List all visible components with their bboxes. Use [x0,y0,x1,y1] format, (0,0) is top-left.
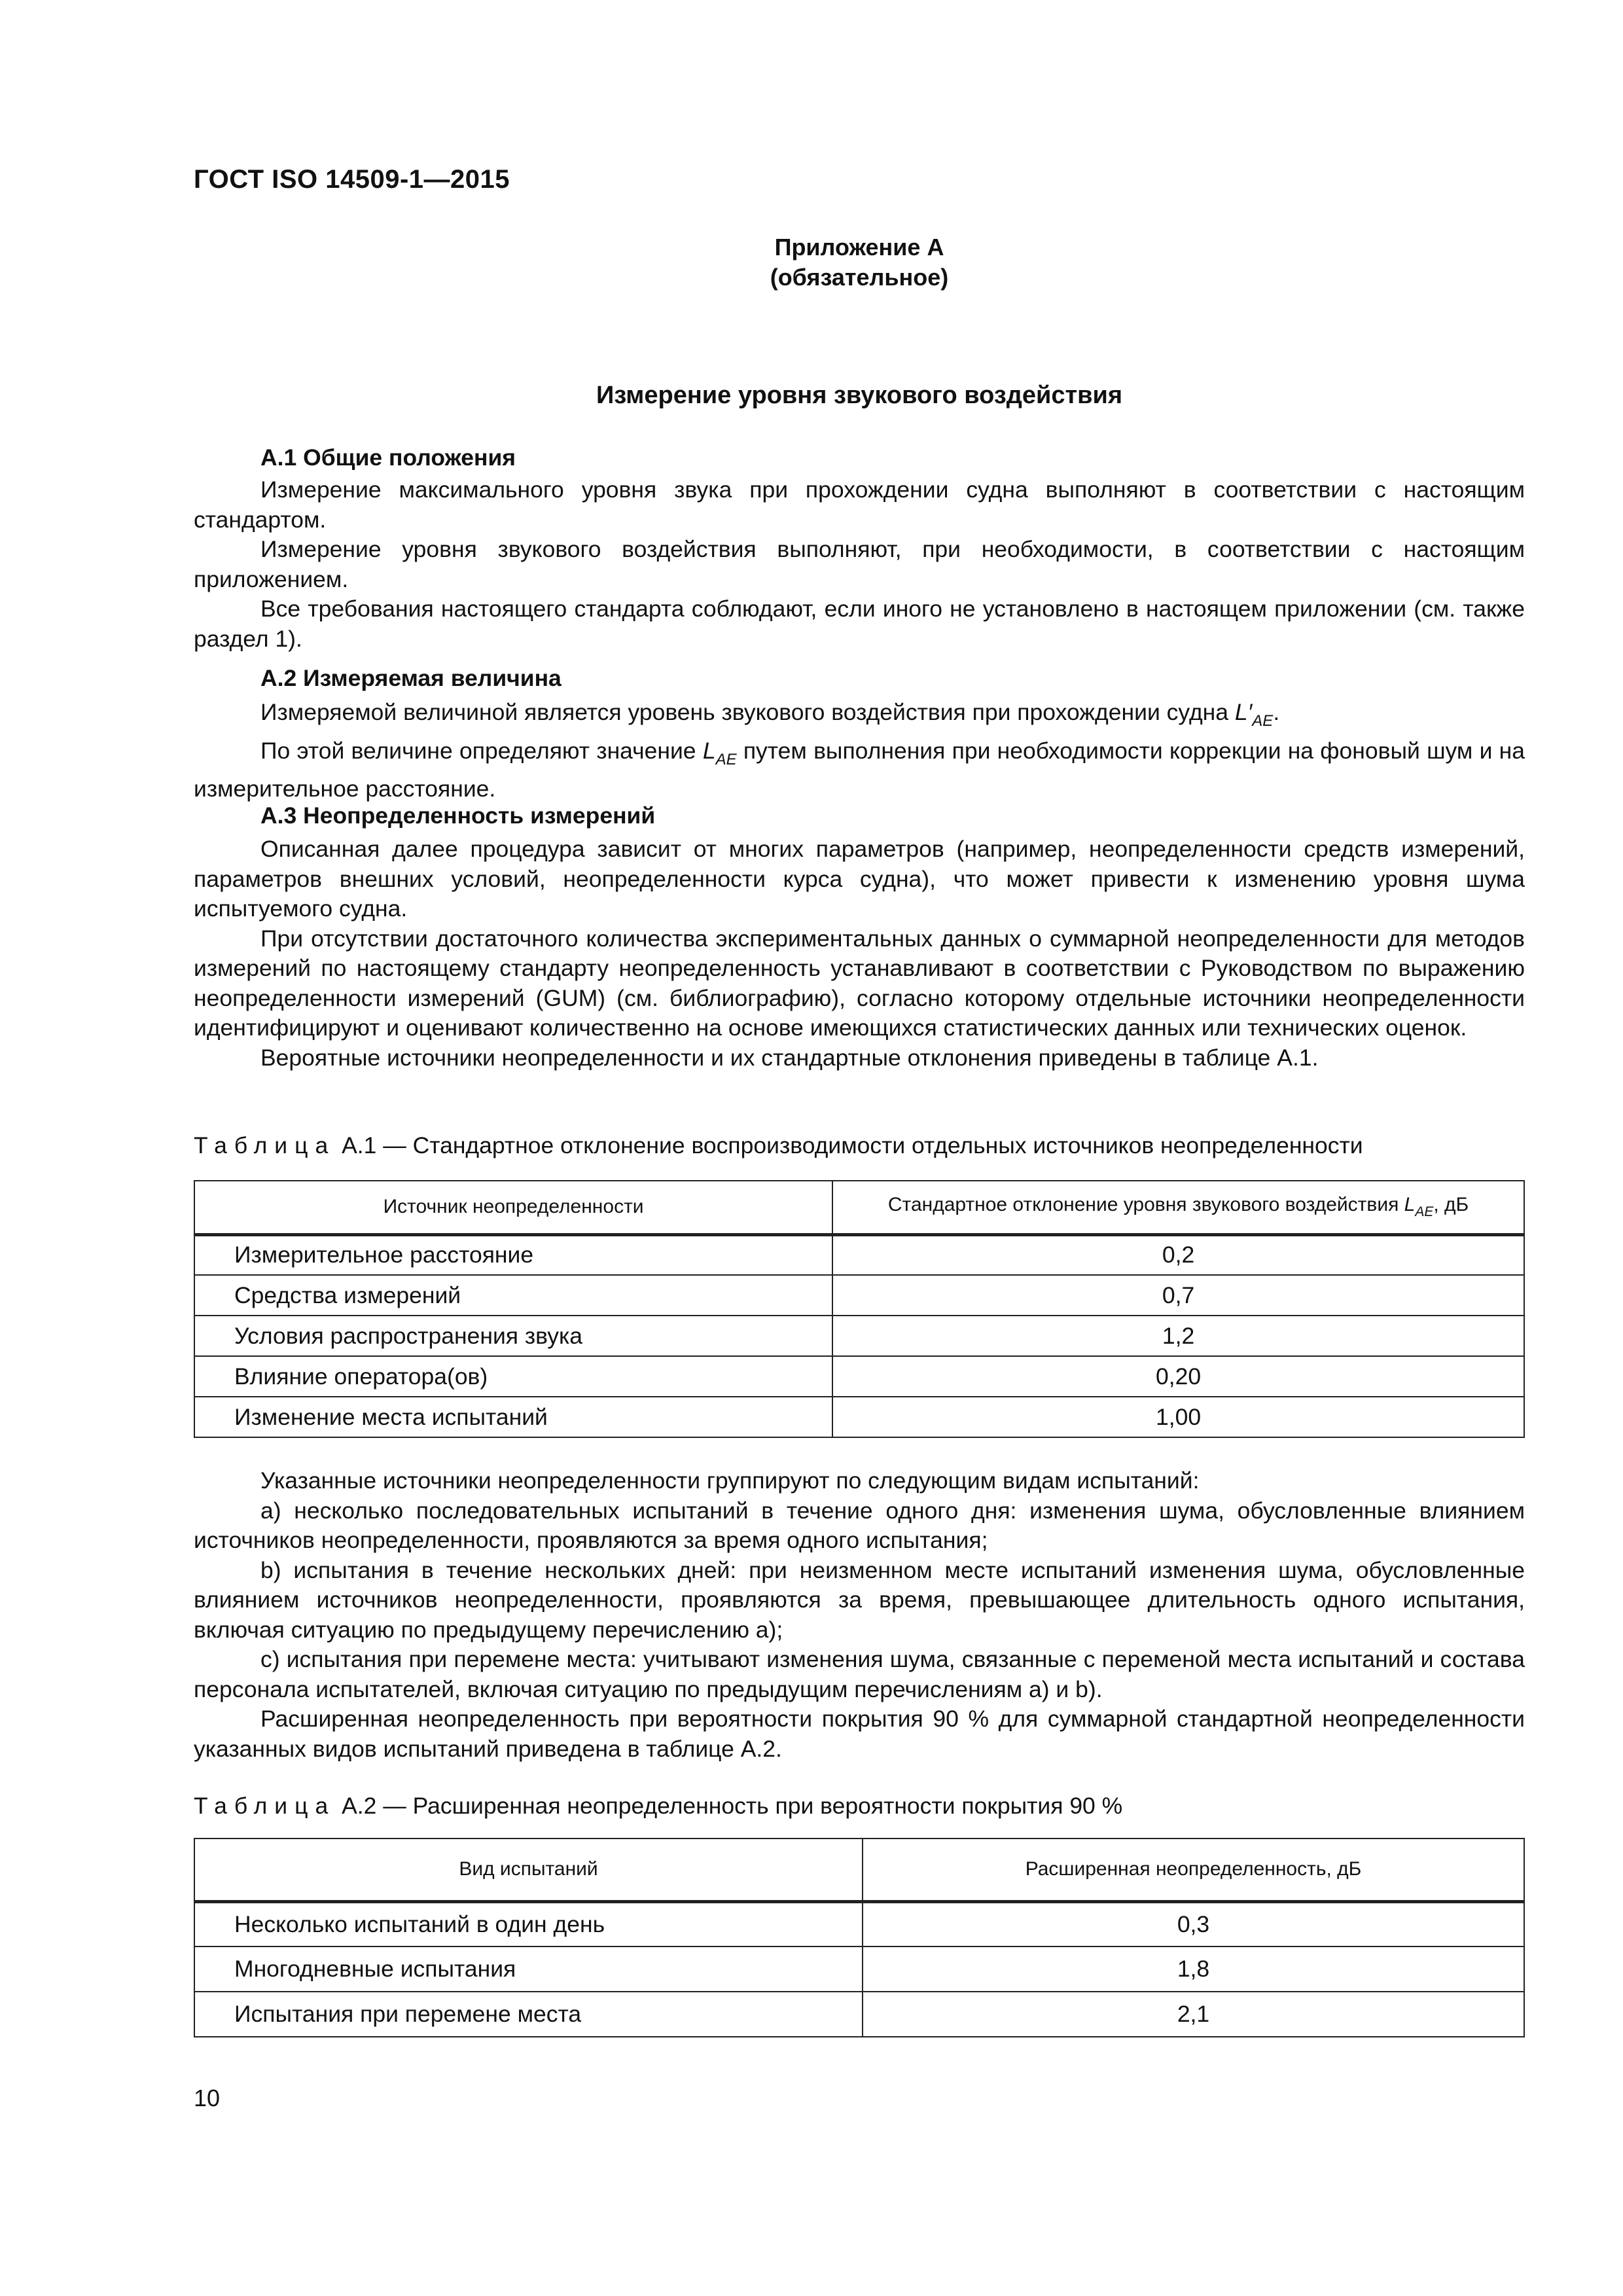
page-number: 10 [194,2085,221,2111]
document-id: ГОСТ ISO 14509-1—2015 [194,165,510,194]
symbol-l-prime: L′ [1234,699,1253,725]
table-cell-source: Измерительное расстояние [194,1234,832,1275]
table-header-cell [832,1181,1524,1234]
paragraph: Все требования настоящего стандарта соблюдают, если иного не установлено в настоящем приложении (см. также раздел 1). [194,596,1525,652]
table-cell-value: 1,8 [863,1946,1524,1992]
paragraph [194,698,1525,736]
table2 [194,1838,1525,2037]
table-cell-source: Изменение места испытаний [194,1397,832,1437]
section-a3-body [194,834,1525,1073]
list-item: b) испытания в течение нескольких дней: при неизменном месте испытаний изменения шума, обусловленные влиянием источников неопределенности, проявляются за время, превышающее длительность одного испытания, включая ситуацию по предыдущему перечислению а); [194,1556,1525,1643]
table-cell-value: 0,3 [863,1901,1524,1946]
paragraph: При отсутствии достаточного количества экспериментальных данных о суммарной неопределенности для методов измерений по настоящему стандарту неопределенность устанавливают в соответствии с Руководством по выражению неопределенности измерений (GUM) (см. библиографию), согласно которому отдельные источники неопределенности идентифицируют и оценивают количественно на основе имеющихся статистических данных или технических оценок. [194,925,1525,1041]
table-cell-value: 0,2 [832,1234,1524,1275]
paragraph: Вероятные источники неопределенности и их стандартные отклонения приведены в таблице А.1. [260,1044,1319,1071]
table-cell-source: Средства измерений [194,1275,832,1316]
paragraph [194,736,1525,804]
list-item: а) несколько последовательных испытаний в течение одного дня: изменения шума, обусловленные влиянием источников неопределенности, проявляются за время одного испытания; [194,1497,1525,1553]
table-row [194,1992,1524,2037]
table-row [194,1316,1524,1356]
section-a2-body [194,698,1525,804]
table-cell-value: 0,7 [832,1275,1524,1316]
table-header-row [194,1839,1524,1901]
paragraph: Измерение максимального уровня звука при прохождении судна выполняют в соответствии с настоящим стандартом. [194,476,1525,533]
symbol-subscript: AE [1252,712,1274,730]
section-a1-body [194,475,1525,654]
table-cell-type: Испытания при перемене места [194,1992,863,2037]
heading-a1: А.1 Общие положения [260,444,516,471]
table-header-cell: Источник неопределенности [194,1181,832,1234]
table-header-cell: Расширенная неопределенность, дБ [863,1839,1524,1901]
paragraph: Указанные источники неопределенности группируют по следующим видам испытаний: [260,1467,1200,1494]
paragraph: Описанная далее процедура зависит от многих параметров (например, неопределенности средств измерений, параметров внешних условий, неопределенности курса судна), что может привести к изменению уровня шума испытуемого судна. [194,836,1525,922]
caption-label: Таблица [194,1793,336,1819]
table-header-row [194,1181,1524,1234]
symbol-l: L [702,737,716,764]
list-item: c) испытания при перемене места: учитывают изменения шума, связанные с переменой места испытаний и состава персонала испытателей, включая ситуацию по предыдущим перечислениям а) и b). [194,1646,1525,1702]
table-cell-value: 1,2 [832,1316,1524,1356]
paragraph-text: По этой величине определяют значение [260,737,703,764]
table-row [194,1946,1524,1992]
header-text: , дБ [1433,1194,1469,1216]
table-cell-type: Несколько испытаний в один день [194,1901,863,1946]
paragraph-text: Измеряемой величиной является уровень звукового воздействия при прохождении судна [260,699,1235,725]
heading-a3: А.3 Неопределенность измерений [260,802,656,829]
appendix-status: (обязательное) [770,264,949,291]
table-row [194,1275,1524,1316]
symbol-subscript: AE [1415,1204,1434,1220]
table-cell-source: Влияние оператора(ов) [194,1356,832,1397]
paragraph: Измерение уровня звукового воздействия выполняют, при необходимости, в соответствии с настоящим приложением. [194,536,1525,592]
appendix-title: Приложение А [774,234,944,260]
table-cell-source: Условия распространения звука [194,1316,832,1356]
table-cell-value: 2,1 [863,1992,1524,2037]
table-row [194,1356,1524,1397]
section-title: Измерение уровня звукового воздействия [596,382,1122,409]
paragraph: Расширенная неопределенность при вероятности покрытия 90 % для суммарной стандартной неопределенности указанных видов испытаний приведена в таблице А.2. [194,1706,1525,1762]
table1 [194,1180,1525,1438]
table-cell-value: 0,20 [832,1356,1524,1397]
caption-label: Таблица [194,1132,336,1158]
paragraph-text: . [1273,699,1280,725]
header-text: Стандартное отклонение уровня звукового воздействия [887,1194,1404,1216]
after-table1-body [194,1466,1525,1764]
table-header-cell: Вид испытаний [194,1839,863,1901]
table2-caption [194,1791,1122,1821]
table-row [194,1397,1524,1437]
table-row [194,1234,1524,1275]
heading-a2: А.2 Измеряемая величина [260,665,562,691]
caption-text: А.2 — Расширенная неопределенность при вероятности покрытия 90 % [342,1793,1123,1819]
table1-caption [194,1130,1363,1160]
table-cell-type: Многодневные испытания [194,1946,863,1992]
paragraph-text: путем выполнения при необходимости коррекции на фоновый шум и на измерительное расстояние. [194,737,1525,802]
symbol-l: L [1404,1194,1416,1216]
caption-text: А.1 — Стандартное отклонение воспроизводимости отдельных источников неопределенности [342,1132,1363,1158]
table-cell-value: 1,00 [832,1397,1524,1437]
table-row [194,1901,1524,1946]
symbol-subscript: AE [715,750,737,768]
